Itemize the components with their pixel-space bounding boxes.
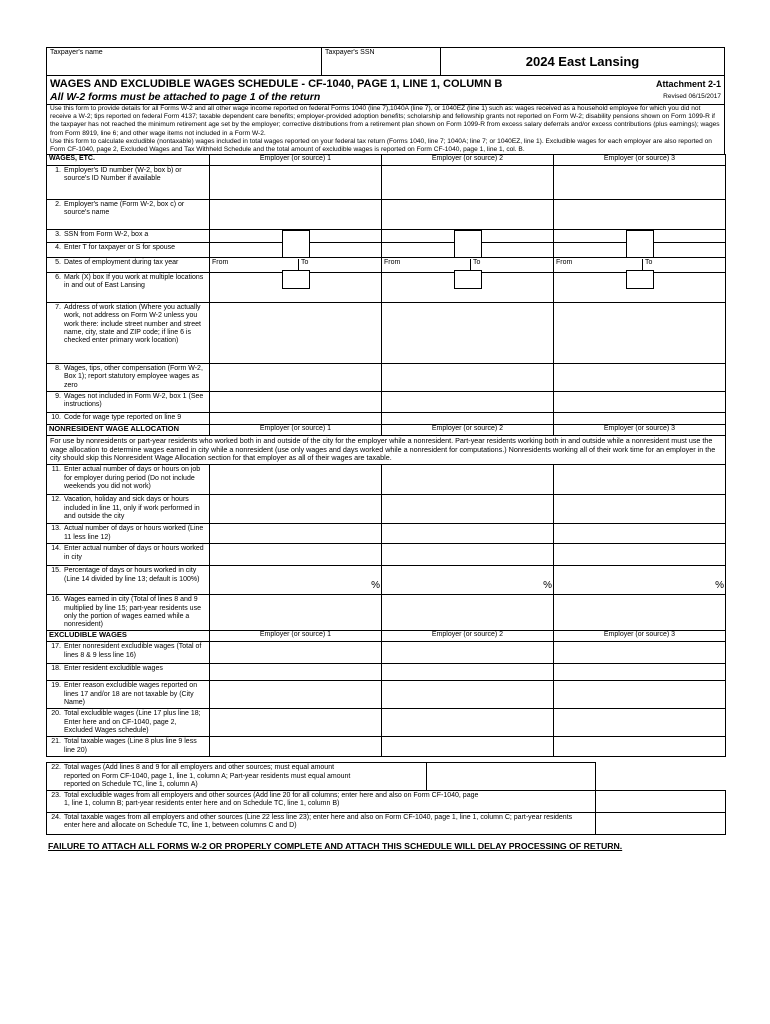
line-12-emp-1-input[interactable] [210,495,382,524]
line-9-emp-3-input[interactable] [554,392,726,413]
table-row [47,230,726,243]
line-17-emp-1-input[interactable] [210,642,382,664]
line-label: 12. Vacation, holiday and sick days or hours included in line 11, only if work performed in and outside the city [47,495,210,524]
line-19-emp-2-input[interactable] [382,681,554,709]
line-21-emp-2-input[interactable] [382,737,554,757]
table-row [47,791,726,813]
line-label: 2. Employer's name (Form W-2, box c) or source's name [47,200,210,230]
table-row [47,681,726,709]
line-15-emp-1-input[interactable] [210,566,382,595]
table-row [47,392,726,413]
attachment-number: Attachment 2-1 [655,79,721,89]
line-7-emp-2-input[interactable] [382,303,554,364]
line-13-emp-3-input[interactable] [554,524,726,544]
line-1-emp-3-input[interactable] [554,166,726,200]
table-row [47,595,726,631]
table-row [47,243,726,258]
line-4-emp-2-box[interactable] [454,230,482,258]
line-17-emp-3-input[interactable] [554,642,726,664]
line-23-input[interactable] [596,791,726,813]
line-10-emp-1-input[interactable] [210,413,382,425]
wages-section-header [47,155,726,166]
line-13-emp-2-input[interactable] [382,524,554,544]
employer-1-heading: Employer (or source) 1 [210,425,382,436]
line-15-emp-2-input[interactable] [382,566,554,595]
line-label: 15. Percentage of days or hours worked in city (Line 14 divided by line 13; default is 100%) [47,566,210,595]
line-6-emp-3-cell [554,273,726,303]
line-label: 3. SSN from Form W-2, box a [47,230,210,243]
line-16-emp-3-input[interactable] [554,595,726,631]
line-1-emp-1-input[interactable] [210,166,382,200]
employer-2-heading: Employer (or source) 2 [382,425,554,436]
percent-sign: % [371,580,380,592]
line-2-emp-2-input[interactable] [382,200,554,230]
header-row [46,47,725,76]
instructions-paragraph-1: Use this form to provide details for all Forms W-2 and all other wage income reported on federal Forms 1040 (line 7),1040A (line 7), or 1040EZ (line 1) such as: wages received as a household employee for which you did not receive a W-2; tips reported on federal Form 4137; taxable dependent care benefits; employer-provided adoption benefits; scholarship and fellowship grants not reported on Form W-2; disability pensions shown on Form 1099-R if the taxpayer has not reached the minimum retirement age set by the employer; corrective distributions from a retirement plan shown on Form 1099-R from excess salary deferrals and/or excess contributions (plus earnings); wages from Form 8919, line 6; and other wage items not included in a Form W-2. [50,105,720,137]
line-10-emp-3-input[interactable] [554,413,726,425]
line-5-emp-3-dates[interactable]: From To [554,258,726,273]
line-11-emp-2-input[interactable] [382,465,554,495]
line-label: 16. Wages earned in city (Total of lines 8 and 9 multiplied by line 15; part-year residents use only the portion of wages earned while a nonresident) [47,595,210,631]
line-label: 11. Enter actual number of days or hours on job for employer during period (Do not include weekends you did not work) [47,465,210,495]
employer-1-heading: Employer (or source) 1 [210,155,382,166]
table-row [47,642,726,664]
line-18-emp-3-input[interactable] [554,664,726,681]
line-10-emp-2-input[interactable] [382,413,554,425]
nonresident-note-row [47,436,726,465]
schedule-table [46,154,726,757]
line-12-emp-3-input[interactable] [554,495,726,524]
line-24-input[interactable] [596,813,726,835]
table-row [47,413,726,425]
line-label: 13. Actual number of days or hours worked (Line 11 less line 12) [47,524,210,544]
line-16-emp-2-input[interactable] [382,595,554,631]
line-12-emp-2-input[interactable] [382,495,554,524]
line-21-emp-3-input[interactable] [554,737,726,757]
table-row [47,709,726,737]
form-title: WAGES AND EXCLUDIBLE WAGES SCHEDULE - CF-1040, PAGE 1, LINE 1, COLUMN B [50,78,503,90]
table-row [47,664,726,681]
line-19-emp-3-input[interactable] [554,681,726,709]
line-label: 1. Employer's ID number (W-2, box b) or source's ID Number if available [47,166,210,200]
excludible-heading: EXCLUDIBLE WAGES [47,631,210,642]
line-16-emp-1-input[interactable] [210,595,382,631]
line-8-emp-2-input[interactable] [382,364,554,392]
line-2-emp-1-input[interactable] [210,200,382,230]
table-row [47,364,726,392]
line-2-emp-3-input[interactable] [554,200,726,230]
line-label: 7. Address of work station (Where you actually work, not address on Form W-2 unless you work there: include street number and street name, city, state and ZIP code; if line 6 is checked enter primary work location) [47,303,210,364]
table-row [47,258,726,273]
line-label: 22. Total wages (Add lines 8 and 9 for all employers and other sources; must equal amount reported on Form CF-1040, page 1, line 1, column A; Part-year residents must equal amount reported on Schedule TC, line 1, column A) [47,763,427,791]
table-row [47,303,726,364]
table-row [47,524,726,544]
taxpayer-name-label: Taxpayer's name [50,49,103,56]
table-row [47,465,726,495]
instructions-paragraph-2: Use this form to calculate excludible (nontaxable) wages included in total wages reported on your federal tax return (Forms 1040, line 7; 1040A; line 7; or 1040EZ, line 1). Excludible wages for each employer are also reported on Form CF-1040, page 2, Excluded Wages and Tax Withheld Schedule and the total amount of excludible wages is reported on Form CF-1040, page 1, line 1, col. B. [50,137,712,154]
blank-cell [596,763,726,791]
line-14-emp-3-input[interactable] [554,544,726,566]
totals-table [46,762,726,835]
line-label: 5. Dates of employment during tax year [47,258,210,273]
line-6-emp-3-checkbox[interactable] [626,270,654,289]
table-row [47,737,726,757]
line-8-emp-3-input[interactable] [554,364,726,392]
failure-warning: FAILURE TO ATTACH ALL FORMS W-2 OR PROPERLY COMPLETE AND ATTACH THIS SCHEDULE WILL DELAY PROCESSING OF RETURN. [48,841,623,852]
line-4-emp-1-cell [210,243,382,258]
taxpayer-ssn-field[interactable] [322,48,441,75]
form-year-city: 2024 East Lansing [525,54,640,69]
table-row [47,273,726,303]
line-label: 24. Total taxable wages from all employers and other sources (Line 22 less line 23); enter here and also on Form CF-1040, page 1, line 1, column C; part-year residents enter here and allocate on Schedule TC, line 1, between columns C and D) [47,813,596,835]
wages-schedule-form [46,47,725,851]
line-1-emp-2-input[interactable] [382,166,554,200]
line-label: 14. Enter actual number of days or hours worked in city [47,544,210,566]
line-label: 4. Enter T for taxpayer or S for spouse [47,243,210,258]
employer-3-heading: Employer (or source) 3 [554,631,726,642]
line-17-emp-2-input[interactable] [382,642,554,664]
line-label: 6. Mark (X) box If you work at multiple locations in and out of East Lansing [47,273,210,303]
line-label: 20. Total excludible wages (Line 17 plus line 18; Enter here and on CF-1040, page 2, Excluded Wages schedule) [47,709,210,737]
percent-sign: % [715,580,724,592]
employer-2-heading: Employer (or source) 2 [382,155,554,166]
table-row [47,813,726,835]
nonresident-section-header [47,425,726,436]
line-20-emp-3-input[interactable] [554,709,726,737]
line-label: 23. Total excludible wages from all employers and other sources (Add line 20 for all columns; enter here and also on Form CF-1040, page 1, line 1, column B; part-year residents enter here and on Schedule TC, line 1, column B) [47,791,596,813]
line-4-emp-2-cell [382,243,554,258]
table-row [47,763,726,791]
instructions [46,105,725,154]
nonresident-heading: NONRESIDENT WAGE ALLOCATION [47,425,210,436]
line-label: 8. Wages, tips, other compensation (Form W-2, Box 1); report statutory employee wages as zero [47,364,210,392]
table-row [47,166,726,200]
line-label: 21. Total taxable wages (Line 8 plus line 9 less line 20) [47,737,210,757]
form-subtitle: All W-2 forms must be attached to page 1 of the return [50,91,321,103]
line-8-emp-1-input[interactable] [210,364,382,392]
line-18-emp-1-input[interactable] [210,664,382,681]
line-14-emp-1-input[interactable] [210,544,382,566]
line-15-emp-3-input[interactable] [554,566,726,595]
table-row [47,544,726,566]
line-14-emp-2-input[interactable] [382,544,554,566]
table-row [47,495,726,524]
nonresident-note: For use by nonresidents or part-year residents who worked both in and outside of the city for the employer while a nonresident. Part-year residents working both in and outside while a nonresident must use the wage allocation to determine wages earned in city while a nonresident (use only wages and days worked while a nonresident for computations.) Nonresidents working all of their work time for an employer in the city should skip this Nonresident Wage Allocation section for that employer as all of their wages are taxable. [47,436,726,465]
employer-1-heading: Employer (or source) 1 [210,631,382,642]
employer-3-heading: Employer (or source) 3 [554,155,726,166]
line-label: 18. Enter resident excludible wages [47,664,210,681]
taxpayer-name-field[interactable] [47,48,322,75]
line-6-emp-1-checkbox[interactable] [282,270,310,289]
line-19-emp-1-input[interactable] [210,681,382,709]
line-13-emp-1-input[interactable] [210,524,382,544]
table-row [47,200,726,230]
employer-3-heading: Employer (or source) 3 [554,425,726,436]
line-4-emp-1-box[interactable] [282,230,310,258]
table-row [47,566,726,595]
line-7-emp-3-input[interactable] [554,303,726,364]
line-label: 17. Enter nonresident excludible wages (Total of lines 8 & 9 less line 16) [47,642,210,664]
line-9-emp-2-input[interactable] [382,392,554,413]
line-4-emp-3-cell [554,243,726,258]
line-18-emp-2-input[interactable] [382,664,554,681]
employer-2-heading: Employer (or source) 2 [382,631,554,642]
title-bar [46,76,725,105]
line-5-emp-1-dates[interactable]: From To [210,258,382,273]
line-label: 10. Code for wage type reported on line 9 [47,413,210,425]
excludible-section-header [47,631,726,642]
revision-date: Revised 06/15/2017 [663,93,721,100]
line-6-emp-2-cell [382,273,554,303]
taxpayer-ssn-label: Taxpayer's SSN [325,49,375,56]
line-7-emp-1-input[interactable] [210,303,382,364]
line-20-emp-2-input[interactable] [382,709,554,737]
line-4-emp-3-box[interactable] [626,230,654,258]
line-5-emp-2-dates[interactable]: From To [382,258,554,273]
line-9-emp-1-input[interactable] [210,392,382,413]
line-11-emp-1-input[interactable] [210,465,382,495]
line-6-emp-2-checkbox[interactable] [454,270,482,289]
line-20-emp-1-input[interactable] [210,709,382,737]
line-22-input[interactable] [427,763,596,791]
line-21-emp-1-input[interactable] [210,737,382,757]
line-6-emp-1-cell [210,273,382,303]
percent-sign: % [543,580,552,592]
line-label: 9. Wages not included in Form W-2, box 1 (See instructions) [47,392,210,413]
wages-heading: WAGES, ETC. [47,155,210,166]
line-label: 19. Enter reason excludible wages reported on lines 17 and/or 18 are not taxable by (City Name) [47,681,210,709]
line-11-emp-3-input[interactable] [554,465,726,495]
